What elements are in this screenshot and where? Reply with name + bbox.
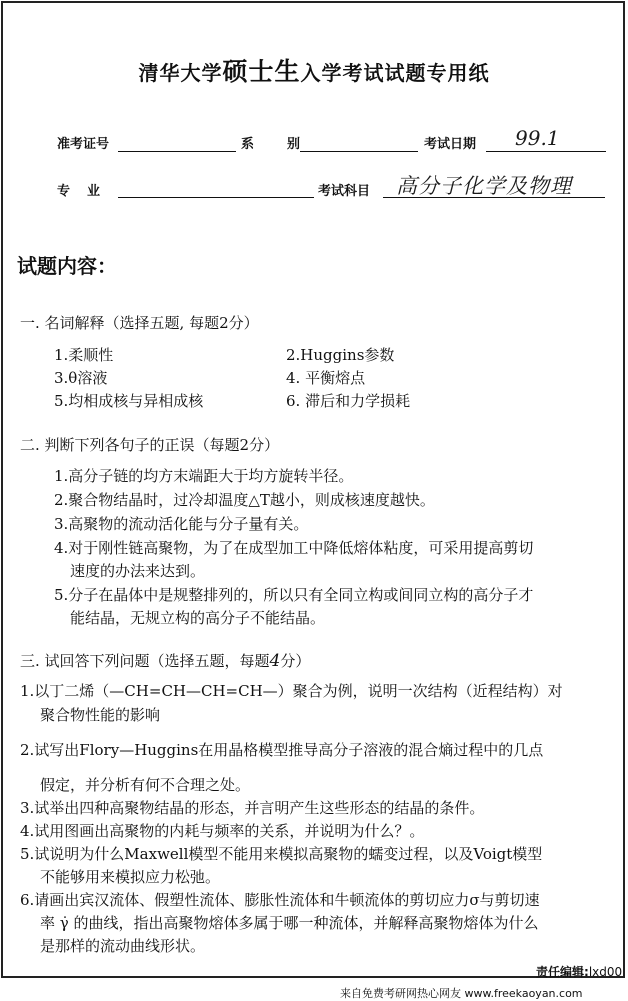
editor-value: lxd00: [588, 965, 623, 979]
section1-title: 一. 名词解释（选择五题, 每题2分）: [20, 314, 259, 332]
s1-item-3: 3.θ溶液: [54, 369, 108, 387]
source-credit: 来自免费考研网热心网友 www.freekaoyan.com: [340, 987, 583, 1000]
s3-item-5: 5.试说明为什么Maxwell模型不能用来模拟高聚物的蠕变过程，以及Voigt模型: [20, 845, 543, 863]
s3-item-2-cont: 假定，并分析有何不合理之处。: [40, 776, 251, 794]
spec-label: 专 业: [57, 184, 103, 199]
title-university: 清华大学: [138, 61, 223, 85]
s2-item-2: 2.聚合物结晶时，过冷却温度△T越小，则成核速度越快。: [54, 491, 435, 509]
s2-item-1: 1.高分子链的均方末端距大于均方旋转半径。: [54, 467, 354, 485]
s2-item-4: 4.对于刚性链高聚物，为了在成型加工中降低熔体粘度，可采用提高剪切: [54, 539, 534, 557]
dept-field: [300, 151, 418, 152]
s3-item-1-cont: 聚合物性能的影响: [40, 706, 161, 724]
s1-item-2: 2.Huggins参数: [286, 346, 395, 364]
s2-item-5: 5.分子在晶体中是规整排列的，所以只有全同立构或间同立构的高分子才: [54, 586, 534, 604]
exam-no-field: [118, 151, 236, 152]
s3-item-1: 1.以丁二烯（—CH=CH—CH=CH—）聚合为例，说明一次结构（近程结构）对: [20, 682, 563, 700]
spec-field: [118, 197, 314, 198]
date-value: 99.1: [515, 126, 560, 150]
s1-item-6: 6. 滞后和力学损耗: [286, 392, 411, 410]
s2-item-5-cont: 能结晶，无规立构的高分子不能结晶。: [70, 609, 326, 627]
title-degree: 硕士生: [222, 57, 301, 86]
editor-label: 责任编辑:: [536, 965, 589, 979]
s3-item-6-cont: 率 γ̇ 的曲线，指出高聚物熔体多属于哪一种流体，并解释高聚物熔体为什么: [40, 914, 539, 932]
editor-credit: [536, 963, 622, 980]
s3-item-2: 2.试写出Flory—Huggins在用晶格模型推导高分子溶液的混合熵过程中的几点: [20, 741, 544, 759]
dept-label: 系: [241, 137, 255, 152]
s3-item-5-cont: 不能够用来模拟应力松弛。: [40, 868, 221, 886]
title-paper: 入学考试试题专用纸: [300, 61, 490, 85]
date-label: 考试日期: [424, 137, 477, 152]
s3-item-3: 3.试举出四种高聚物结晶的形态，并言明产生这些形态的结晶的条件。: [20, 799, 485, 817]
section3-title-num: 4: [269, 651, 281, 671]
date-field: [486, 151, 606, 152]
s2-item-3: 3.高聚物的流动活化能与分子量有关。: [54, 515, 309, 533]
section3-title-b: 分）: [280, 652, 311, 670]
s1-item-1: 1.柔顺性: [54, 346, 114, 364]
section3-title: [20, 650, 310, 671]
s3-item-4: 4.试用图画出高聚物的内耗与频率的关系，并说明为什么？。: [20, 822, 425, 840]
s3-item-6-cont2: 是那样的流动曲线形状。: [40, 937, 206, 955]
s1-item-4: 4. 平衡熔点: [286, 369, 366, 387]
section2-title: 二. 判断下列各句子的正误（每题2分）: [20, 436, 280, 454]
exam-no-label: 准考证号: [57, 137, 110, 152]
subject-value: 高分子化学及物理: [396, 174, 572, 198]
subject-label: 考试科目: [318, 184, 371, 199]
content-heading: 试题内容：: [17, 254, 117, 278]
s2-item-4-cont: 速度的办法来达到。: [70, 562, 206, 580]
section3-title-a: 三. 试回答下列问题（选择五题，每题: [20, 652, 270, 670]
s1-item-5: 5.均相成核与异相成核: [54, 392, 204, 410]
major-label: 别: [287, 137, 301, 152]
s3-item-6: 6.请画出宾汉流体、假塑性流体、膨胀性流体和牛顿流体的剪切应力σ与剪切速: [20, 891, 540, 909]
page-title: [0, 52, 628, 88]
